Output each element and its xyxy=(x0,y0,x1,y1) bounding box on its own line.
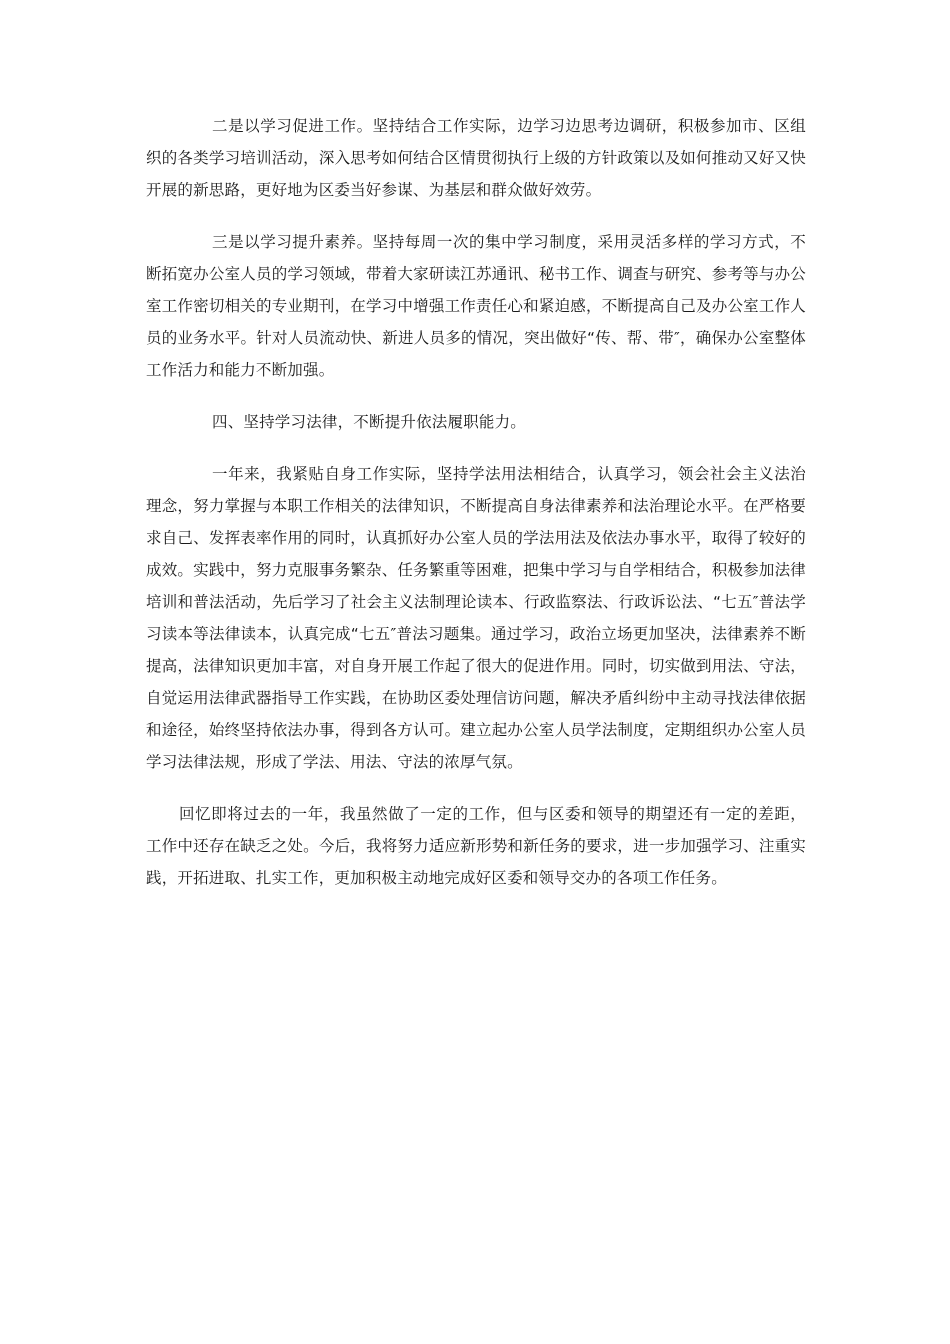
paragraph-law-study-details: 一年来，我紧贴自身工作实际，坚持学法用法相结合，认真学习，领会社会主义法治理念，努力掌握与本职工作相关的法律知识，不断提高自身法律素养和法治理论水平。在严格要求自己、发挥表率作用的同时，认真抓好办公室人员的学法用法及依法办事水平，取得了较好的成效。实践中，努力克服事务繁杂、任务繁重等困难，把集中学习与自学相结合，积极参加法律培训和普法活动，先后学习了社会主义法制理论读本、行政监察法、行政诉讼法、“七五″普法学习读本等法律读本，认真完成“七五″普法习题集。通过学习，政治立场更加坚决，法律素养不断提高，法律知识更加丰富，对自身开展工作起了很大的促进作用。同时，切实做到用法、守法，自觉运用法律武器指导工作实践，在协助区委处理信访问题，解决矛盾纠纷中主动寻找法律依据和途径，始终坚持依法办事，得到各方认可。建立起办公室人员学法制度，定期组织办公室人员学习法律法规，形成了学法、用法、守法的浓厚气氛。 xyxy=(146,465,806,771)
paragraph-conclusion: 回忆即将过去的一年，我虽然做了一定的工作，但与区委和领导的期望还有一定的差距，工作中还存在缺乏之处。今后，我将努力适应新形势和新任务的要求，进一步加强学习、注重实践，开拓进取、扎实工作，更加积极主动地完成好区委和领导交办的各项工作任务。 xyxy=(146,805,806,887)
paragraph-study-promotes-work: 二是以学习促进工作。坚持结合工作实际，边学习边思考边调研，积极参加市、区组织的各类学习培训活动，深入思考如何结合区情贯彻执行上级的方针政策以及如何推动又好又快开展的新思路，更好地为区委当好参谋、为基层和群众做好效劳。 xyxy=(146,117,806,199)
document-body xyxy=(146,110,806,894)
section-heading-law-study: 四、坚持学习法律，不断提升依法履职能力。 xyxy=(212,413,527,431)
paragraph-study-improves-quality: 三是以学习提升素养。坚持每周一次的集中学习制度，采用灵活多样的学习方式，不断拓宽办公室人员的学习领域，带着大家研读江苏通讯、秘书工作、调查与研究、参考等与办公室工作密切相关的专业期刊，在学习中增强工作责任心和紧迫感，不断提高自己及办公室工作人员的业务水平。针对人员流动快、新进人员多的情况，突出做好“传、帮、带″，确保办公室整体工作活力和能力不断加强。 xyxy=(146,233,806,379)
